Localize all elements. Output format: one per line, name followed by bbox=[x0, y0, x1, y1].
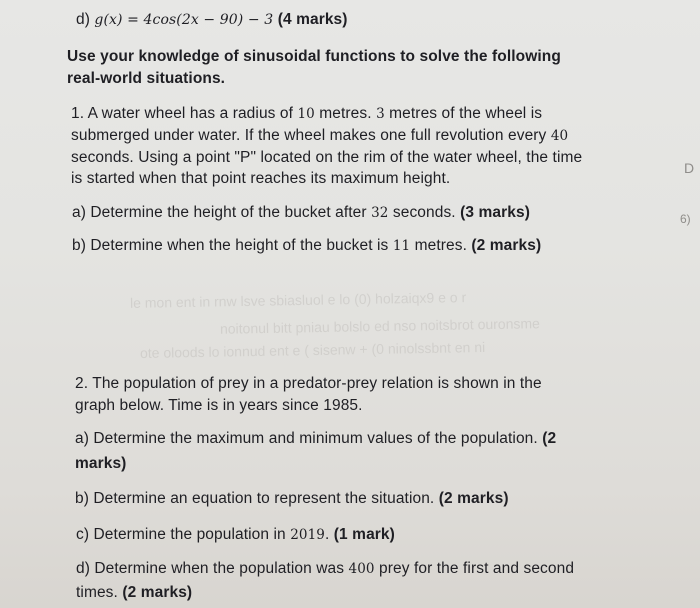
q2d-marks: (2 marks) bbox=[122, 584, 193, 601]
q2-line-2: graph below. Time is in years since 1985. bbox=[75, 397, 363, 414]
q1a-text: seconds. bbox=[388, 204, 461, 221]
intro-line-2: real-world situations. bbox=[67, 70, 226, 87]
show-through-ghost-2: noitonul bitt pniau bolslo ed nso noitsbrot ouronsme bbox=[219, 315, 540, 337]
q1-text: metres. bbox=[314, 105, 377, 122]
q1b-text: b) Determine when the height of the bucket is bbox=[72, 237, 393, 254]
q2-line-1: 2. The population of prey in a predator-prey relation is shown in the bbox=[75, 375, 542, 392]
margin-mark-1: D bbox=[684, 160, 695, 176]
q2c-year: 2019 bbox=[290, 527, 325, 543]
q1a-seconds: 32 bbox=[371, 205, 389, 221]
margin-mark-2: 6) bbox=[680, 212, 691, 226]
q1-submerged: 3 bbox=[376, 106, 385, 122]
q2-part-d bbox=[76, 560, 574, 578]
show-through-ghost-3: ote oloods lo ionnud ent e ( sisenw + (0 ninolssbnt en ni bbox=[139, 338, 486, 362]
q1a-text: a) Determine the height of the bucket after bbox=[72, 204, 372, 221]
q2c-marks: (1 mark) bbox=[333, 526, 395, 543]
q2d-text: times. bbox=[76, 584, 123, 601]
part-d-line bbox=[76, 11, 348, 29]
q2b-text: b) Determine an equation to represent the situation. bbox=[75, 490, 439, 507]
q1-text: submerged under water. If the wheel makes one full revolution every bbox=[71, 127, 551, 144]
q1-line-3: seconds. Using a point "P" located on the rim of the water wheel, the time bbox=[71, 149, 583, 166]
q1-text: 1. A water wheel has a radius of bbox=[71, 105, 298, 122]
q2c-text: c) Determine the population in bbox=[76, 526, 291, 543]
q1-radius: 10 bbox=[297, 106, 315, 122]
q2d-text: d) Determine when the population was bbox=[76, 560, 349, 577]
q2a-marks: (2 bbox=[542, 430, 557, 447]
q1-line-1 bbox=[71, 105, 542, 123]
part-d-prefix: d) bbox=[76, 11, 95, 28]
q2c-text: . bbox=[324, 526, 334, 543]
q2-part-d-line-2 bbox=[76, 584, 192, 602]
part-d-function: g(x) = 4cos(2x − 90) − 3 bbox=[94, 12, 274, 28]
q1a-marks: (3 marks) bbox=[460, 204, 530, 221]
q1b-height: 11 bbox=[392, 238, 411, 254]
q1b-text: metres. bbox=[410, 237, 472, 254]
intro-line-1: Use your knowledge of sinusoidal functions to solve the following bbox=[67, 48, 561, 65]
q2-part-a-marks-cont: marks) bbox=[75, 455, 127, 472]
q2d-population: 400 bbox=[348, 561, 375, 577]
q2-part-b bbox=[75, 490, 509, 508]
part-d-marks: (4 marks) bbox=[277, 11, 348, 28]
q2b-marks: (2 marks) bbox=[438, 490, 509, 507]
q1-part-a bbox=[72, 204, 530, 222]
q1-text: metres of the wheel is bbox=[384, 105, 543, 122]
q2-part-c bbox=[76, 526, 395, 544]
q1-line-2 bbox=[71, 127, 568, 145]
q1-part-b bbox=[72, 237, 541, 255]
q2a-text: a) Determine the maximum and minimum values of the population. bbox=[75, 430, 543, 447]
q1-line-4: is started when that point reaches its maximum height. bbox=[71, 170, 451, 187]
q1b-marks: (2 marks) bbox=[471, 237, 542, 254]
q2d-text: prey for the first and second bbox=[374, 560, 575, 577]
show-through-ghost-1: le mon ent in rnw lsve sbiasluol e lo (0) holzaiqx9 e o r bbox=[129, 289, 467, 311]
q2-part-a bbox=[75, 430, 556, 448]
q1-period: 40 bbox=[550, 128, 569, 144]
